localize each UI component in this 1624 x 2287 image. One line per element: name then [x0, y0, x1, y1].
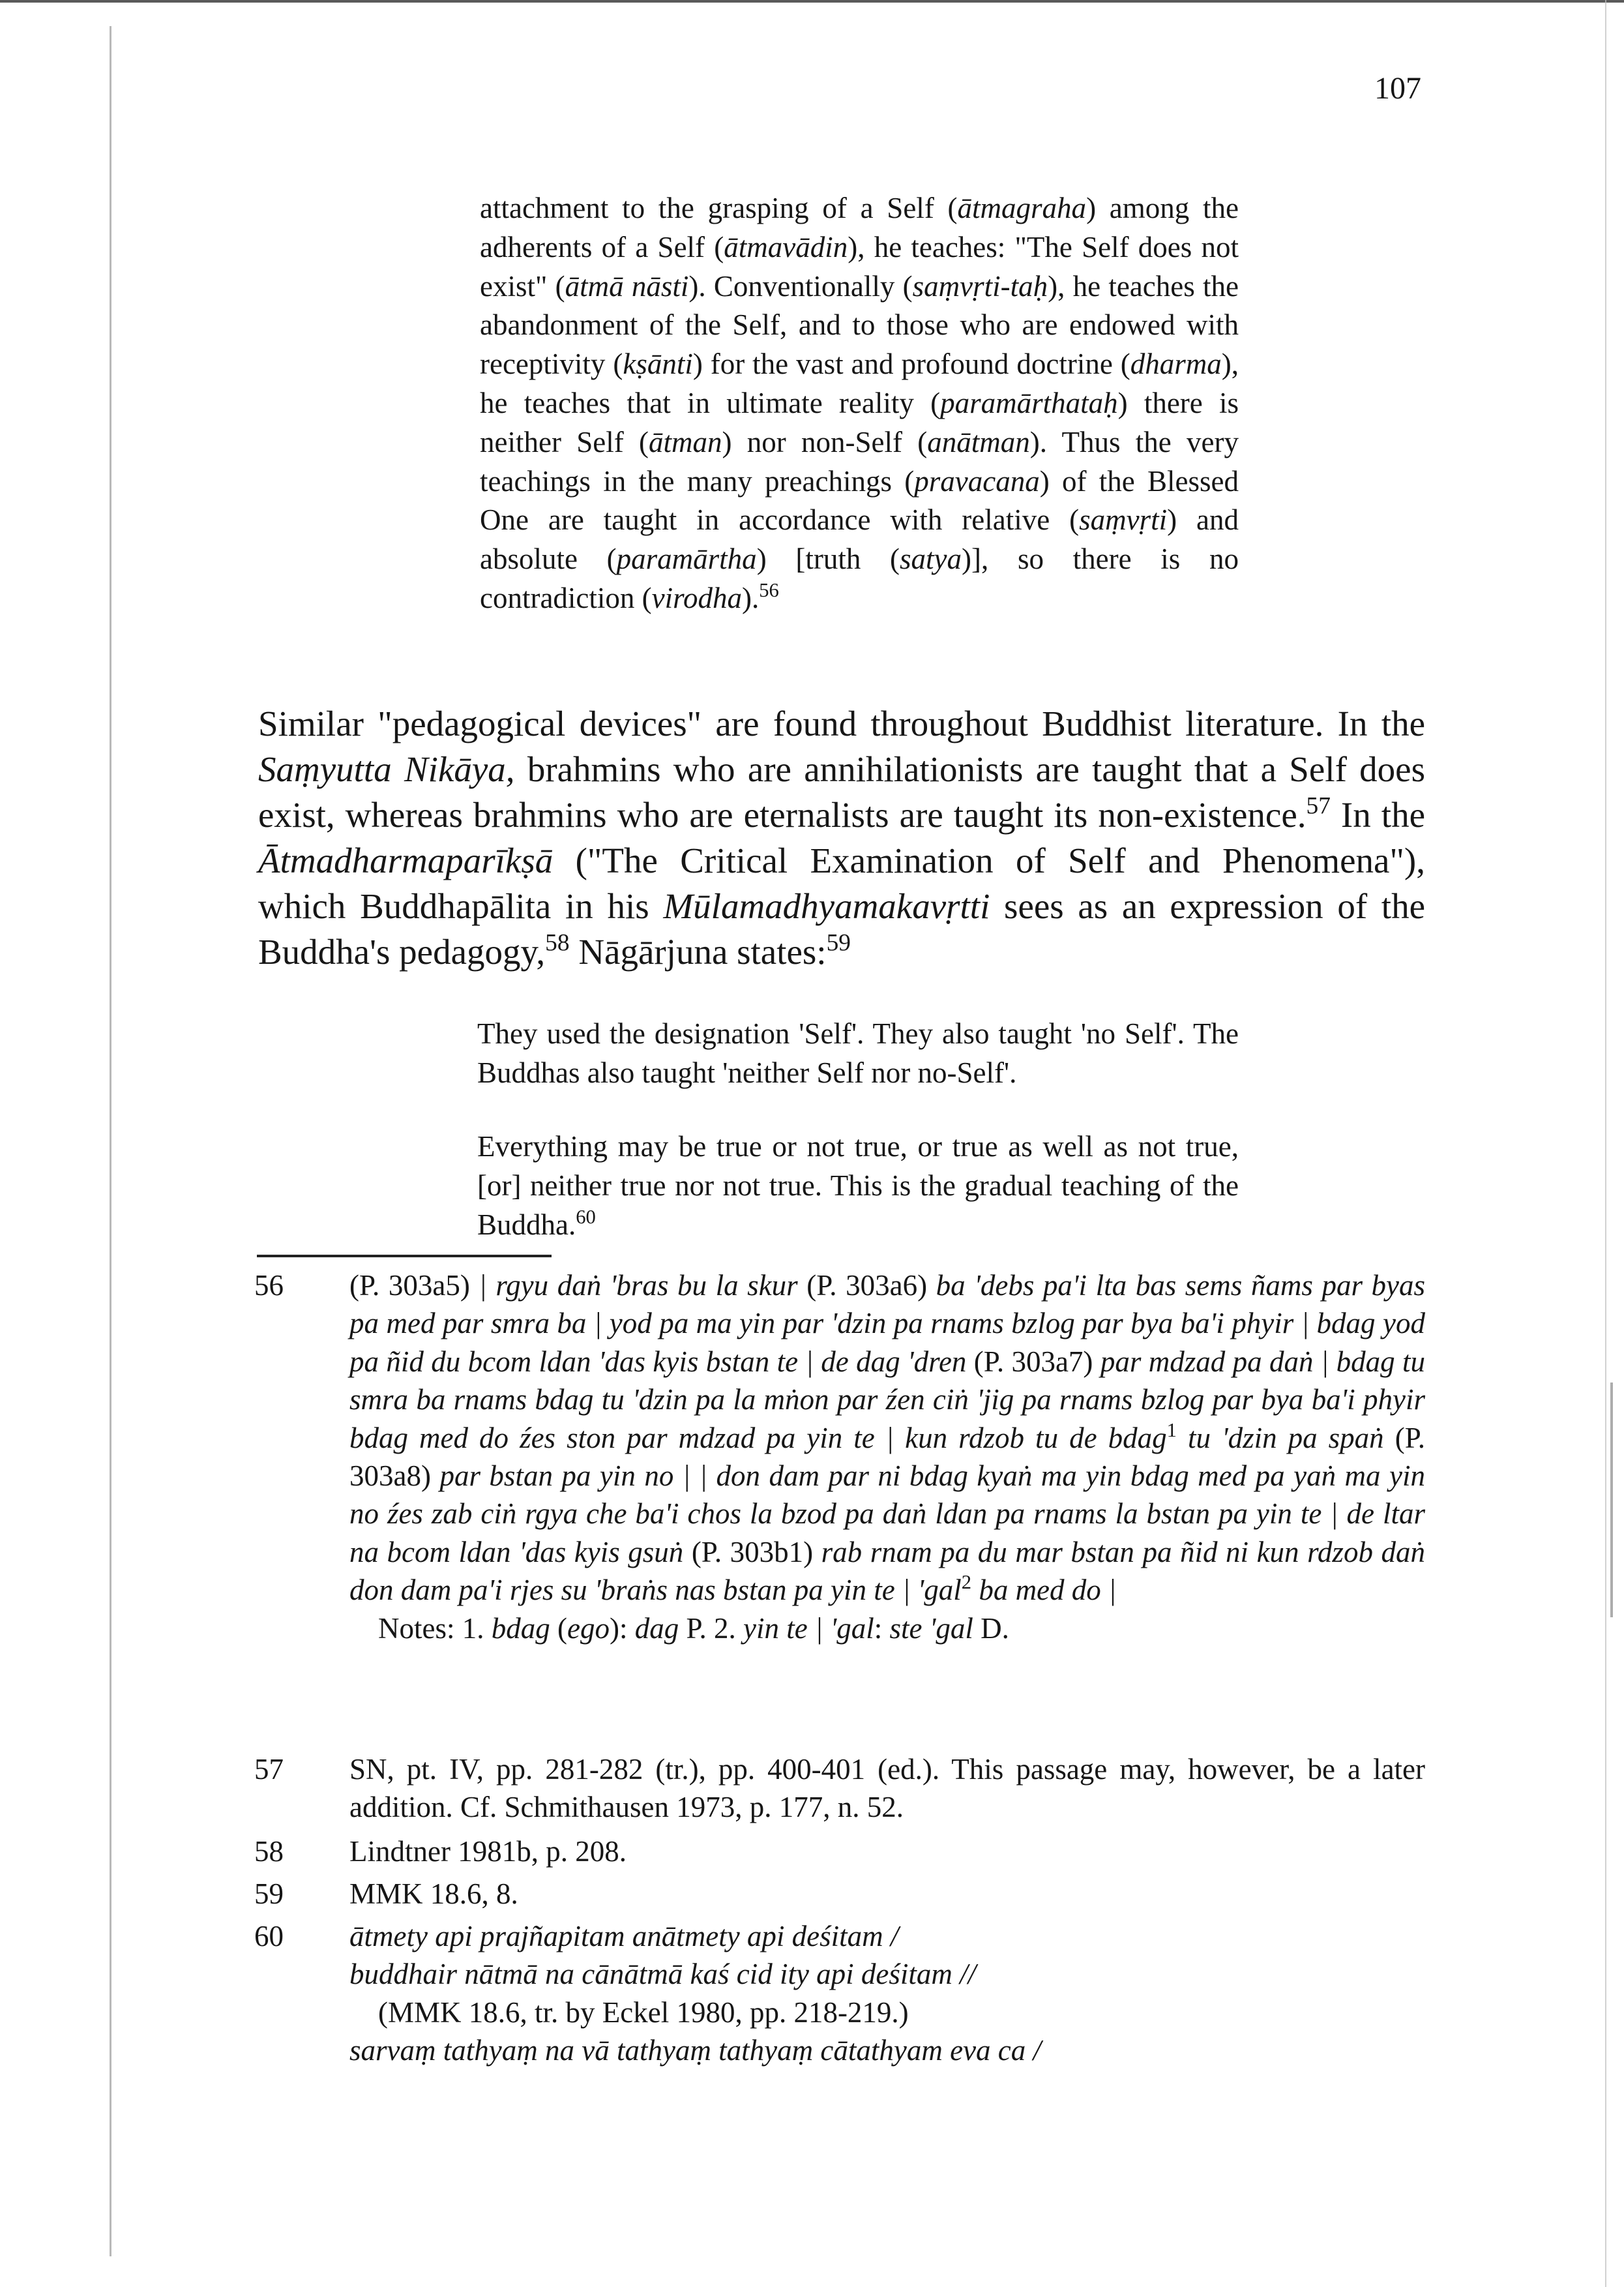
verse-citation — [349, 1994, 1425, 2031]
text-run: ( — [550, 1611, 567, 1645]
italic-run: saṃvṛti-taḥ — [912, 269, 1048, 303]
footnote-number: 59 — [254, 1877, 284, 1910]
italic-run: satya — [900, 543, 962, 576]
italic-run: | rgyu daṅ 'bras bu la skur — [479, 1269, 798, 1302]
scan-edge-left — [110, 26, 111, 2256]
italic-run: virodha — [651, 581, 742, 614]
italic-run: saṃvṛti — [1079, 503, 1168, 537]
note-ref: 2 — [961, 1571, 972, 1594]
text-run: ). — [741, 581, 760, 614]
scan-edge-right — [1605, 0, 1606, 2287]
italic-run: paramārthataḥ — [940, 386, 1118, 419]
footnote-number: 56 — [254, 1269, 284, 1302]
body-paragraph — [258, 701, 1425, 975]
text-run: ("The Critical Examination of Self and Phenomena"), which Buddhapālita in his — [258, 841, 1425, 926]
verse-line-2 — [349, 1955, 1425, 1993]
note-ref: 1 — [1166, 1418, 1177, 1441]
italic-run: dharma — [1130, 348, 1222, 381]
footnote-number: 58 — [254, 1835, 284, 1868]
italic-run: paramārtha — [616, 543, 757, 576]
text-run: ) and absolute ( — [480, 503, 1239, 576]
footnote-number: 60 — [254, 1920, 284, 1952]
italic-run: buddhair nātmā na cānātmā kaś cid ity api deśitam // — [349, 1958, 977, 1991]
italic-run: anātman — [927, 425, 1030, 458]
scan-edge-top — [0, 0, 1624, 3]
text-run: They used the designation 'Self'. They also taught 'no Self'. The Buddhas also taught 'neither Self nor no-Self'. — [477, 1017, 1239, 1089]
text-run: : — [874, 1611, 890, 1645]
italic-run: ātmagraha — [957, 192, 1087, 224]
italic-run: dag — [634, 1611, 679, 1645]
footnote-body — [349, 1266, 1425, 1647]
text-run: ), he teaches the abandonment of the Self, and to those who are endowed with receptivity ( — [480, 269, 1239, 381]
italic-run: ātmā nāsti — [565, 269, 689, 303]
italic-run: ste 'gal — [889, 1611, 973, 1645]
text-run: ) [truth ( — [756, 543, 900, 576]
text-run: Lindtner 1981b, p. 208. — [349, 1835, 627, 1868]
text-run: (P. 303a8) — [349, 1421, 1425, 1493]
text-run: MMK 18.6, 8. — [349, 1877, 518, 1910]
text-run: ). Thus the very teachings in the many preachings ( — [480, 425, 1239, 498]
footnote-body — [349, 1917, 1425, 2070]
text-run: ): — [609, 1611, 635, 1645]
page-number: 107 — [1374, 71, 1421, 106]
text-run: D. — [973, 1611, 1009, 1645]
footnote-text — [349, 1832, 1425, 1870]
footnote-separator — [257, 1255, 552, 1257]
footnote-text — [349, 1266, 1425, 1609]
text-run: ) nor non-Self ( — [722, 425, 928, 458]
note-ref: 57 — [1306, 792, 1331, 820]
text-run: (P. 303a7) — [966, 1345, 1100, 1378]
text-run: ) of the Blessed One are taught in accordance with relative ( — [480, 464, 1239, 537]
text-run: ) for the vast and profound doctrine ( — [692, 348, 1130, 381]
block-quote-2-verse-1 — [477, 1014, 1239, 1092]
scan-edge-right-mark — [1610, 1383, 1613, 1617]
italic-run: ego — [567, 1611, 610, 1645]
italic-run: tu 'dzin pa spaṅ — [1176, 1421, 1384, 1454]
text-run: sees as an expression of the Buddha's pedagogy, — [258, 886, 1426, 972]
footnote-text — [349, 1750, 1425, 1827]
verse-line-3 — [349, 2031, 1425, 2069]
italic-run: Ātmadharmaparīkṣā — [258, 841, 554, 880]
text-run: (P. 303b1) — [683, 1535, 821, 1568]
italic-run: ba med do | — [971, 1574, 1117, 1607]
italic-run: par bstan pa yin no | | don dam par ni bdag kyaṅ ma yin bdag med pa yaṅ ma yin no źes zab ciṅ rgya che ba'i chos la bzod pa daṅ ldan pa rnams la bstan pa yin te | de ltar na bcom ldan 'das kyis gsuṅ — [349, 1459, 1425, 1568]
italic-run: rab rnam pa du mar bstan pa ñid ni kun rdzob daṅ don dam pa'i rjes su 'braṅs nas bstan pa yin te | 'gal — [349, 1535, 1425, 1607]
text-run: ), he teaches: "The Self does not exist" ( — [480, 230, 1239, 303]
text-run: ), he teaches that in ultimate reality ( — [480, 348, 1239, 419]
italic-run: pravacana — [914, 464, 1040, 498]
text-run: ) there is neither Self ( — [480, 386, 1239, 458]
block-quote-1 — [480, 189, 1239, 618]
footnote-number: 57 — [254, 1753, 284, 1786]
text-run: ). Conventionally ( — [688, 269, 913, 303]
text-run: In the — [1330, 795, 1425, 835]
italic-run: ātmavādin — [724, 230, 848, 263]
note-ref: 59 — [826, 929, 851, 957]
text-run: attachment to the grasping of a Self ( — [480, 192, 958, 224]
italic-run: par mdzad pa daṅ | bdag tu smra ba rnams bdag tu 'dzin pa la mṅon par źen ciṅ 'jig pa rnams bzlog par bya ba'i phyir bdag med do źes ston par mdzad pa yin te | kun rdzob tu de bdag — [349, 1345, 1425, 1454]
verse-line-1 — [349, 1917, 1425, 1955]
italic-run: ba 'debs pa'i lta bas sems ñams par byas pa med par smra ba | yod pa ma yin par 'dzin pa rnams bzlog par bya ba'i phyir | bdag yod pa ñid du bcom ldan 'das kyis bstan te | de dag 'dren — [349, 1269, 1426, 1378]
text-run: brahmins who are annihilationists are taught that a Self does exist, whereas brahmins who are eternalists are taught its non-existence. — [258, 749, 1425, 835]
note-ref: 60 — [576, 1206, 596, 1229]
text-run: Everything may be true or not true, or true as well as not true, [or] neither true nor not true. This is the gradual teaching of the Buddha. — [477, 1130, 1239, 1241]
italic-run: Mūlamadhyamakavṛtti — [663, 886, 990, 926]
italic-run: ātman — [648, 425, 722, 458]
text-run: Similar "pedagogical devices" are found throughout Buddhist literature. In the — [258, 704, 1425, 743]
text-run: P. 2. — [679, 1611, 744, 1645]
italic-run: ātmety api prajñapitam anātmety api deśitam / — [349, 1920, 899, 1952]
footnote-notes — [349, 1609, 1425, 1647]
block-quote-2-verse-2 — [477, 1127, 1239, 1244]
footnote-text — [349, 1875, 1425, 1913]
italic-run: bdag — [491, 1611, 550, 1645]
text-run: (MMK 18.6, tr. by Eckel 1980, pp. 218-219.) — [378, 1996, 909, 2029]
text-run: SN, pt. IV, pp. 281-282 (tr.), pp. 400-401 (ed.). This passage may, however, be a later addition. Cf. Schmithausen 1973, p. 177, n. 52. — [349, 1753, 1425, 1824]
text-run: )], so there is no contradiction ( — [480, 543, 1239, 614]
italic-run: sarvaṃ tathyaṃ na vā tathyaṃ tathyaṃ cātathyam eva ca / — [349, 2034, 1042, 2067]
note-ref: 58 — [545, 929, 570, 957]
text-run: (P. 303a5) — [349, 1269, 479, 1302]
italic-run: kṣānti — [623, 348, 693, 381]
text-run: Notes: 1. — [378, 1611, 492, 1645]
note-ref: 56 — [759, 579, 779, 602]
text-run: ) among the adherents of a Self ( — [480, 192, 1239, 263]
text-run: Nāgārjuna states: — [569, 932, 827, 972]
text-run: (P. 303a6) — [797, 1269, 936, 1302]
italic-run: yin te | 'gal — [743, 1611, 874, 1645]
italic-run: Saṃyutta Nikāya, — [258, 749, 515, 789]
